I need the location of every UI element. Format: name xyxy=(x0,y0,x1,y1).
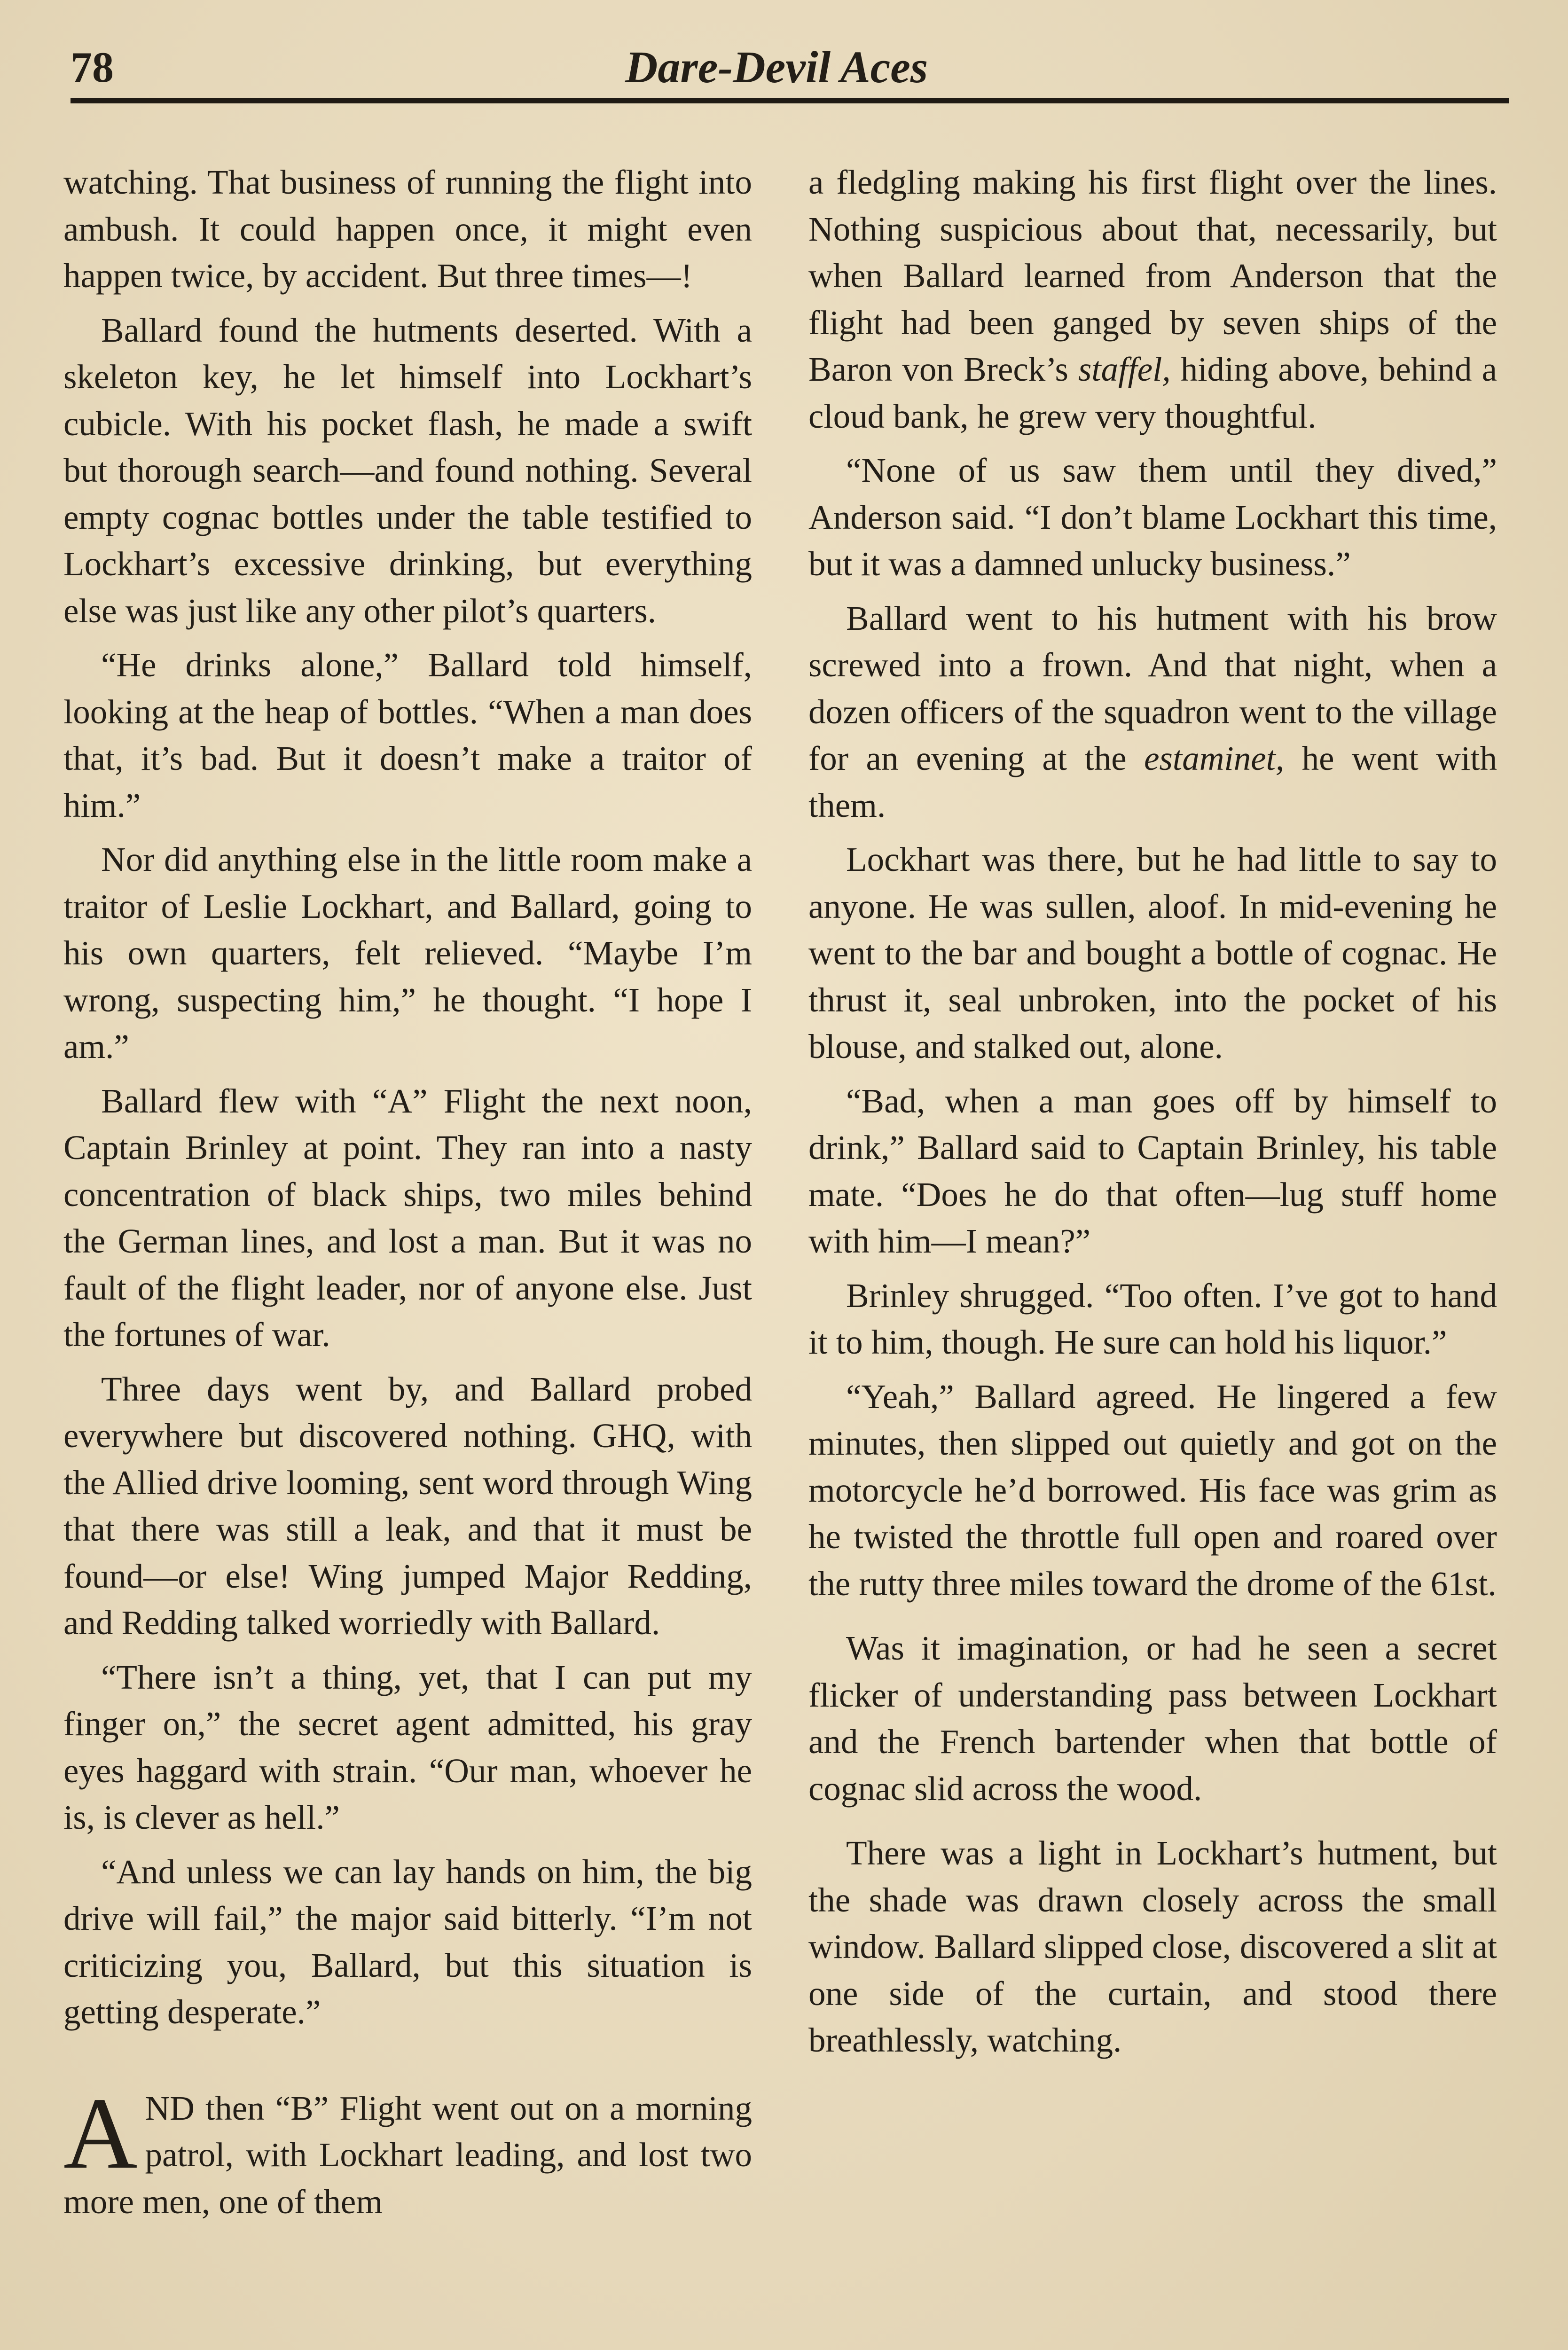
left-column xyxy=(63,159,752,2232)
paragraph: Ballard flew with “A” Flight the next noon, Captain Brinley at point. They ran into a nasty concentration of black ships, two miles behind the German lines, and lost a man. But it was no fault of the flight leader, nor of anyone else. Just the fortunes of war. xyxy=(63,1081,752,1354)
page-header xyxy=(71,41,1509,93)
paragraph: “He drinks alone,” Ballard told himself, looking at the heap of bottles. “When a man does that, it’s bad. But it doesn’t make a traitor of him.” xyxy=(63,646,752,824)
paragraph xyxy=(808,159,1497,439)
drop-cap: A xyxy=(63,2076,138,2190)
paragraph: “And unless we can lay hands on him, the big drive will fail,” the major said bitterly. “I’m not criticizing you, Ballard, but this situation is getting desperate.” xyxy=(63,1852,752,2031)
paragraph-text: a fledgling making his first flight over the lines. Nothing suspicious about that, necessarily, but when Ballard learned from Anderson that the flight had been ganged by seven ships of the Baron von Breck’s xyxy=(808,163,1497,388)
italic-word: staffel, xyxy=(1078,350,1171,388)
paragraph: Nor did anything else in the little room make a traitor of Leslie Lockhart, and Ballard, going to his own quarters, felt relieved. “Maybe I’m wrong, suspecting him,” he thought. “I hope I am.” xyxy=(63,840,752,1065)
paragraph: “Yeah,” Ballard agreed. He lingered a few minutes, then slipped out quietly and got on the motorcycle he’d borrowed. His face was grim as he twisted the throttle full open and roared over the rutty three miles toward the drome of the 61st. xyxy=(808,1377,1497,1603)
magazine-title: Dare-Devil Aces xyxy=(625,42,928,92)
paragraph-text: Ballard went to his hutment with his brow screwed into a frown. And that night, when a dozen officers of the squadron went to the village for an evening at the xyxy=(808,599,1497,777)
paragraph: watching. That business of running the flight into ambush. It could happen once, it might even happen twice, by accident. But three times—! xyxy=(63,163,752,295)
paragraph: “There isn’t a thing, yet, that I can put my finger on,” the secret agent admitted, his gray eyes haggard with strain. “Our man, whoever he is, is clever as hell.” xyxy=(63,1658,752,1836)
header-rule xyxy=(71,98,1509,103)
paragraph: Ballard found the hutments deserted. With a skeleton key, he let himself into Lockhart’s cubicle. With his pocket flash, he made a swift but thorough search—and found nothing. Several empty cognac bottles under the table testified to Lockhart’s excessive drinking, but everything else was just like any other pilot’s quarters. xyxy=(63,311,752,630)
paragraph xyxy=(808,595,1497,829)
paragraph-text: ND then “B” Flight went out on a morning patrol, with Lockhart leading, and lost two more men, one of them xyxy=(63,2089,752,2221)
paragraph: “Bad, when a man goes off by himself to drink,” Ballard said to Captain Brinley, his table mate. “Does he do that often—lug stuff home with him—I mean?” xyxy=(808,1081,1497,1260)
page-number: 78 xyxy=(71,43,114,91)
paragraph-text: he went with them. xyxy=(808,739,1497,824)
section-start-paragraph xyxy=(63,2076,752,2225)
paragraph-text: hiding above, behind a cloud bank, he grew very thoughtful. xyxy=(808,350,1497,435)
right-column xyxy=(808,159,1497,2071)
paragraph: Three days went by, and Ballard probed everywhere but discovered nothing. GHQ, with the Allied drive looming, sent word through Wing that there was still a leak, and that it must be found—or else! Wing jumped Major Redding, and Redding talked worriedly with Ballard. xyxy=(63,1370,752,1642)
paragraph: Lockhart was there, but he had little to say to anyone. He was sullen, aloof. In mid-evening he went to the bar and bought a bottle of cognac. He thrust it, seal unbroken, into the pocket of his blouse, and stalked out, alone. xyxy=(808,840,1497,1065)
paragraph: There was a light in Lockhart’s hutment, but the shade was drawn closely across the small window. Ballard slipped close, discovered a slit at one side of the curtain, and stood there breathlessly, watching. xyxy=(808,1834,1497,2059)
paragraph: “None of us saw them until they dived,” Anderson said. “I don’t blame Lockhart this time, but it was a damned unlucky business.” xyxy=(808,451,1497,583)
paragraph: Brinley shrugged. “Too often. I’ve got to hand it to him, though. He sure can hold his liquor.” xyxy=(808,1276,1497,1361)
paragraph: Was it imagination, or had he seen a secret flicker of understanding pass between Lockhart and the French bartender when that bottle of cognac slid across the wood. xyxy=(808,1629,1497,1808)
italic-word: estaminet, xyxy=(1144,739,1285,777)
